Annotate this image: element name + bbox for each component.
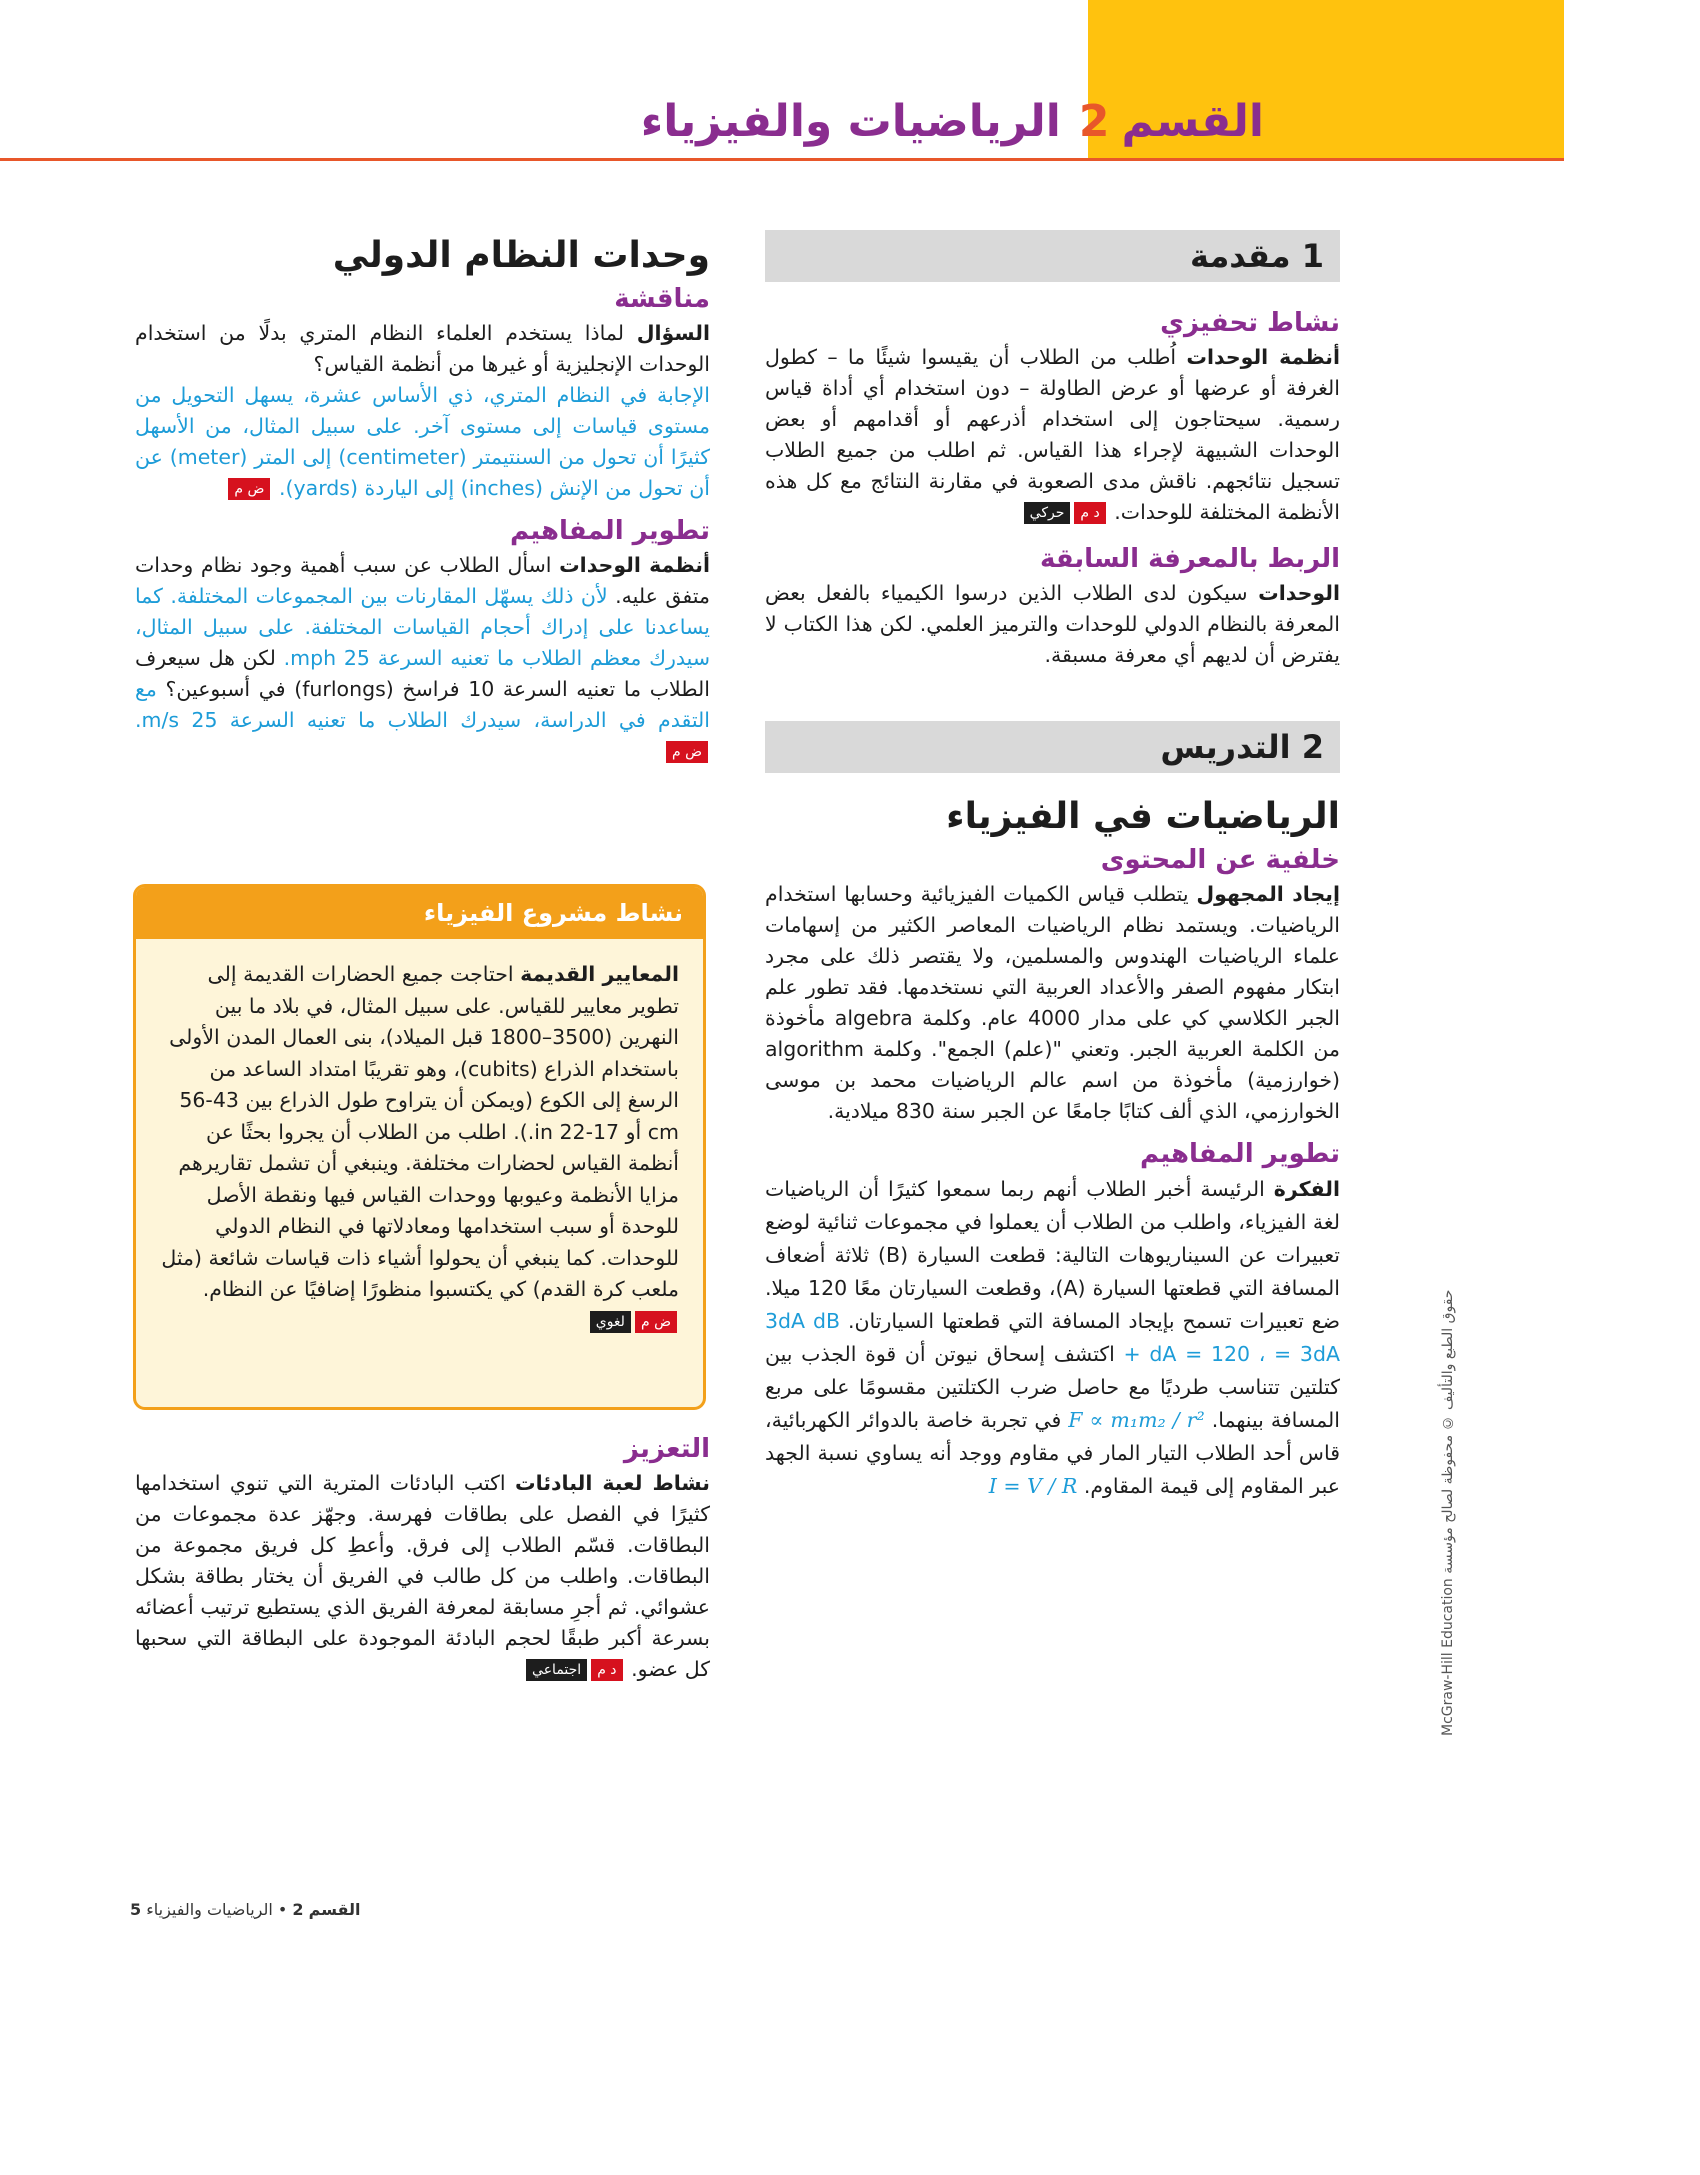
si-dev-text: اسأل الطلاب عن سبب أهمية وجود نظام وحدات متفق عليه. (135, 553, 710, 608)
motivation-lead: أنظمة الوحدات (1186, 345, 1340, 369)
content-background-heading: خلفية عن المحتوى (1100, 845, 1340, 875)
project-lead: المعايير القديمة (520, 962, 679, 986)
page-footer (130, 1900, 361, 1919)
section-bar-intro (765, 230, 1340, 282)
answer-paragraph (135, 380, 710, 504)
concept-dev-heading: تطوير المفاهيم (1140, 1139, 1340, 1169)
answer-text: الإجابة في النظام المتري، ذي الأساس عشرة، يسهل التحويل من مستوى قياسات إلى مستوى آخر. على سبيل المثال، من الأسهل كثيرًا أن تحول من السنتيمتر (centimeter) إلى المتر (meter) عن أن تحول من الإنش (inches) إلى الياردة (yards). (135, 383, 710, 500)
style-tag: حركي (1024, 502, 1071, 524)
section-title: الرياضيات والفيزياء (640, 96, 1061, 147)
header-rule (0, 158, 1564, 161)
footer-section-word: القسم (308, 1900, 361, 1919)
si-dev-tag: ض م (666, 741, 708, 763)
section-bar-teaching (765, 721, 1340, 773)
prior-knowledge-paragraph (765, 578, 1340, 671)
math-physics-title: الرياضيات في الفيزياء (946, 796, 1340, 837)
page-number: 5 (130, 1900, 142, 1919)
prior-knowledge-heading: الربط بالمعرفة السابقة (1039, 544, 1340, 574)
copyright-side-text: حقوق الطبع والتأليف © محفوظة لصالح مؤسسة McGraw-Hill Education (1440, 1290, 1456, 1737)
footer-separator: • (277, 1900, 288, 1919)
si-concept-dev-heading: تطوير المفاهيم (510, 516, 710, 546)
section-intro-title: 1 مقدمة (1190, 237, 1324, 275)
bg-lead: إيجاد المجهول (1196, 882, 1340, 906)
answer-tag: ض م (228, 478, 270, 500)
si-concept-dev-paragraph (135, 550, 710, 767)
prior-text: سيكون لدى الطلاب الذين درسوا الكيمياء بالفعل بعض المعرفة بالنظام الدولي للوحدات والترميز العلمي. لكن هذا الكتاب لا يفترض أن لديهم أي معرفة مسبقة. (765, 581, 1340, 667)
reinforcement-lead: نشاط لعبة البادئات (515, 1471, 710, 1495)
question-lead: السؤال (636, 321, 710, 345)
formula-db: dB (813, 1309, 841, 1333)
reinforcement-style-tag: اجتماعي (526, 1659, 587, 1681)
si-dev-answer-2: كما يساعدنا على إدراك أحجام القياسات المختلفة. على سبيل المثال، سيدرك معظم الطلاب ما تعنيه السرعة 25 mph. (135, 584, 710, 670)
formula-gravity: F ∝ m₁m₂ / r² (1068, 1408, 1205, 1432)
section-number: 2 (1078, 96, 1110, 147)
prior-lead: الوحدات (1258, 581, 1340, 605)
si-dev-lead: أنظمة الوحدات (559, 553, 710, 577)
project-text: احتاجت جميع الحضارات القديمة إلى تطوير معايير للقياس. على سبيل المثال، في بلاد ما بين النهرين (3500–1800 قبل الميلاد)، بنى العمال المدن الأولى باستخدام الذراع (cubits)، وهو تقريبًا امتداد الساعد من الرسغ إلى الكوع (ويمكن أن يتراوح طول الذراع بين 43-56 cm أو 17-22 in.). اطلب من الطلاب أن يجروا بحثًا عن أنظمة القياس لحضارات مختلفة. وينبغي أن تشمل تقاريرهم مزايا الأنظمة وعيوبها ووحدات القياس فيها ونقطة الأصل للوحدة أو سبب استخدامها ومعادلاتها في النظام الدولي للوحدات. كما ينبغي أن يحولوا أشياء ذات قياسات شائعة (مثل ملعب كرة القدم) كي يكتسبوا منظورًا إضافيًا عن النظام. (161, 962, 679, 1301)
level-tag: د م (1074, 502, 1105, 524)
left-column-bottom (135, 1430, 710, 1685)
motivation-heading: نشاط تحفيزي (1160, 308, 1340, 338)
question-text: لماذا يستخدم العلماء النظام المتري بدلًا من استخدام الوحدات الإنجليزية أو غيرها من أنظمة القياس؟ (135, 321, 710, 376)
project-paragraph (156, 959, 679, 1337)
project-body (136, 939, 703, 1337)
question-paragraph (135, 318, 710, 380)
si-dev-answer-1: لأن ذلك يسهّل المقارنات بين المجموعات المختلفة. (170, 584, 608, 608)
formula-ohm: I = V / R (988, 1474, 1078, 1498)
right-column (765, 230, 1340, 1503)
page-title (641, 92, 1264, 152)
project-header (136, 887, 703, 939)
dev-lead: الفكرة (1273, 1177, 1340, 1201)
footer-section-number: 2 (292, 1900, 304, 1919)
footer-section-title: الرياضيات والفيزياء (146, 1900, 273, 1919)
project-heading: نشاط مشروع الفيزياء (423, 899, 683, 927)
content-background-paragraph (765, 879, 1340, 1127)
reinforcement-level-tag: د م (591, 1659, 622, 1681)
si-units-title: وحدات النظام الدولي (332, 235, 710, 276)
project-level-tag: ض م (635, 1311, 677, 1333)
formula-distance: 3dA + dA = 120 ، = 3dA (765, 1309, 1340, 1366)
motivation-paragraph (765, 342, 1340, 528)
si-dev-text-2: لكن هل سيعرف الطلاب ما تعنيه السرعة 10 فراسخ (furlongs) في أسبوعين؟ (135, 646, 710, 701)
motivation-text: اُطلب من الطلاب أن يقيسوا شيئًا ما – كطول الغرفة أو عرضها أو عرض الطاولة – دون استخدام أي أداة قياس رسمية. سيحتاجون إلى استخدام أذرعهم أو أقدامهم أو بعض الوحدات الشبيهة لإجراء هذا القياس. ثم اطلب من جميع الطلاب تسجيل نتائجهم. ناقش مدى الصعوبة في مقارنة النتائج مع كل هذه الأنظمة المختلفة للوحدات. (765, 345, 1340, 524)
physics-project-box (133, 884, 706, 1410)
section-word: القسم (1121, 96, 1264, 147)
si-dev-answer-3: مع التقدم في الدراسة، سيدرك الطلاب ما تعنيه السرعة 25 m/s. (135, 677, 710, 732)
reinforcement-paragraph (135, 1468, 710, 1685)
reinforcement-heading: التعزيز (623, 1434, 710, 1464)
concept-dev-paragraph (765, 1173, 1340, 1503)
dev-text-1: الرئيسة أخبر الطلاب أنهم ربما سمعوا كثيرًا أن الرياضيات لغة الفيزياء، واطلب من الطلاب أن يعملوا في مجموعات ثنائية لوضع تعبيرات عن السيناريوهات التالية: قطعت السيارة (B) ثلاثة أضعاف المسافة التي قطعتها السيارة (A)، وقطعت السيارتان معًا 120 ميلا. ضع تعبيرات تسمح بإيجاد المسافة التي قطعتها السيارتان. (765, 1177, 1341, 1333)
section-teaching-title: 2 التدريس (1160, 728, 1324, 766)
discussion-heading: مناقشة (614, 284, 710, 314)
dev-text-2: اكتشف إسحاق نيوتن أن قوة الجذب بين كتلتين تتناسب طرديًا مع حاصل ضرب الكتلتين مقسومًا على مربع المسافة بينهما. (765, 1342, 1340, 1432)
reinforcement-text: اكتب البادئات المترية التي تنوي استخدامها كثيرًا في الفصل على بطاقات فهرسة. وجهّز عدة مجموعات من البطاقات. قسّم الطلاب إلى فرق. وأعطِ كل فريق مجموعة من البطاقات. واطلب من كل طالب في الفريق أن يختار بطاقة بشكل عشوائي. ثم أجرِ مسابقة لمعرفة الفريق الذي يستطيع ترتيب أعضائه بسرعة أكبر طبقًا لحجم البادئة الموجودة على البطاقة التي سحبها كل عضو. (135, 1471, 710, 1681)
dev-text-3: في تجربة خاصة بالدوائر الكهربائية، قاس أحد الطلاب التيار المار في مقاوم ووجد أنه يساوي نسبة الجهد عبر المقاوم إلى قيمة المقاوم. (765, 1408, 1340, 1498)
left-column-top (135, 232, 710, 767)
project-style-tag: لغوي (590, 1311, 631, 1333)
bg-text: يتطلب قياس الكميات الفيزيائية وحسابها استخدام الرياضيات. ويستمد نظام الرياضيات المعاصر الكثير من إسهامات علماء الرياضيات الهندوس والمسلمين، ولا يقتصر ذلك على مجرد ابتكار مفهوم الصفر والأعداد العربية التي نستخدمها. فقد تطور علم الجبر الكلاسي كي على مدار 4000 عام. وكلمة algebra مأخوذة من الكلمة العربية الجبر. وتعني "(علم) الجمع". وكلمة algorithm (خوارزمية) مأخوذة من اسم عالم الرياضيات محمد بن موسى الخوارزمي، الذي ألف كتابًا جامعًا عن الجبر سنة 830 ميلادية. (765, 882, 1340, 1123)
